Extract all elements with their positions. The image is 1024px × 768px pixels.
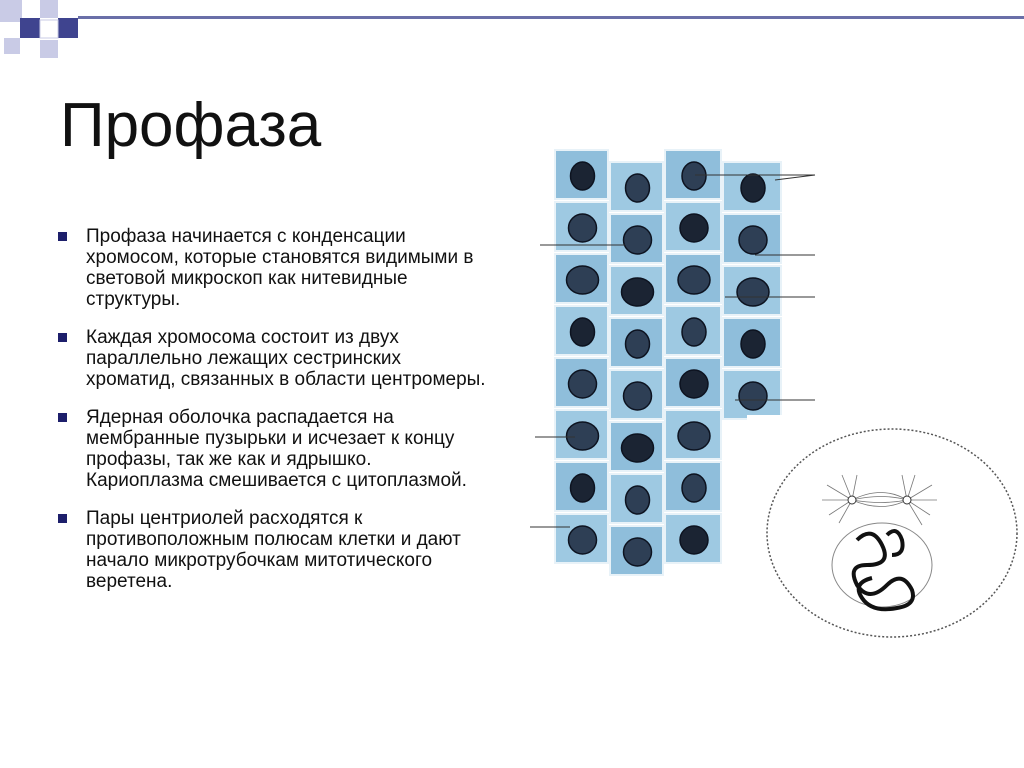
bullet-item	[58, 226, 488, 310]
square-bullet-icon	[58, 232, 67, 241]
header-rule	[78, 16, 1024, 19]
bullet-text: Пары центриолей расходятся к противоположным полюсам клетки и дают начало микротрубочкам митотического веретена.	[86, 508, 461, 592]
bullet-item	[58, 508, 488, 592]
slide-title: Профаза	[60, 91, 322, 160]
bullet-text: Ядерная оболочка распадается на мембранные пузырьки и исчезает к концу профазы, так же как и ядрышко. Кариоплазма смешивается с цитоплазмой.	[86, 407, 467, 491]
bullet-text: Профаза начинается с конденсации хромосом, которые становятся видимыми в световой микроскоп как нитевидные структуры.	[86, 226, 474, 310]
square-bullet-icon	[58, 333, 67, 342]
square-bullet-icon	[58, 413, 67, 422]
bullet-text: Каждая хромосома состоит из двух параллельно лежащих сестринских хроматид, связанных в области центромеры.	[86, 327, 486, 390]
bullet-list	[58, 226, 488, 609]
bullet-item	[58, 327, 488, 390]
corner-decoration	[0, 0, 80, 60]
prophase-diagram	[747, 415, 1024, 650]
square-bullet-icon	[58, 514, 67, 523]
bullet-item	[58, 407, 488, 491]
